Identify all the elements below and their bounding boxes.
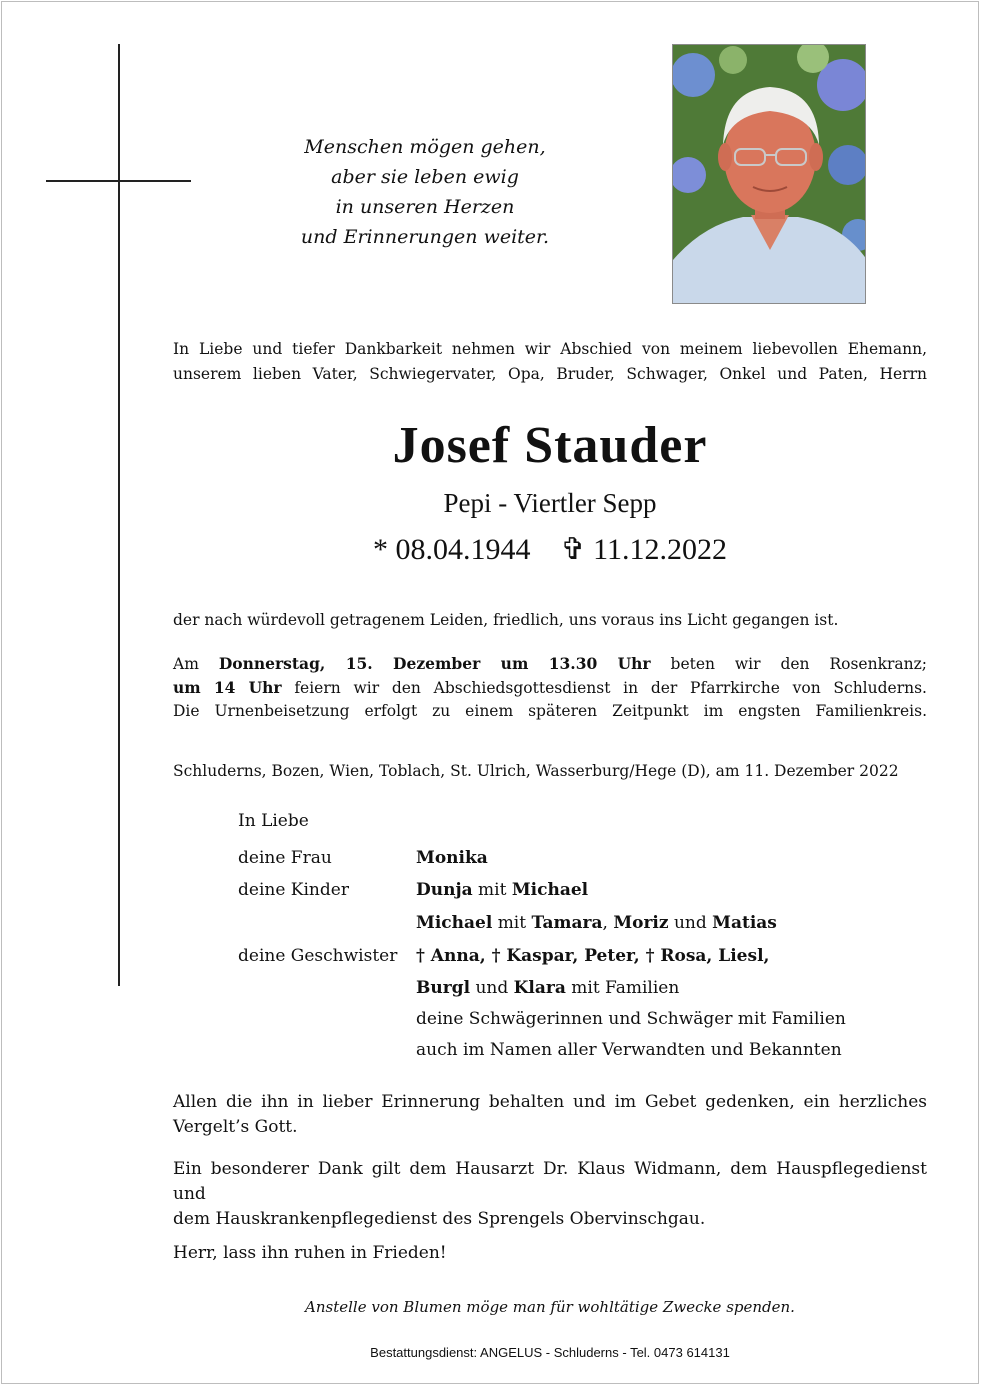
thanks-paragraph bbox=[173, 1090, 927, 1140]
intro-line: unserem lieben Vater, Schwiegervater, Opa, Bruder, Schwager, Onkel und Paten, Herrn bbox=[173, 365, 927, 383]
family-members: auch im Namen aller Verwandten und Bekannten bbox=[416, 1040, 842, 1060]
mass-time: um 14 Uhr bbox=[173, 678, 282, 697]
passage-text: der nach würdevoll getragenem Leiden, friedlich, uns voraus ins Licht gegangen ist. bbox=[173, 611, 839, 629]
memorial-quote bbox=[250, 132, 600, 252]
donation-note: Anstelle von Blumen möge man für wohltätige Zwecke spenden. bbox=[305, 1298, 795, 1316]
special-thanks-paragraph bbox=[173, 1157, 927, 1232]
family-label: deine Geschwister bbox=[238, 946, 398, 966]
quote-line: in unseren Herzen bbox=[335, 196, 515, 218]
birth-symbol: * bbox=[372, 533, 388, 566]
cross-vertical-beam bbox=[118, 44, 120, 986]
deceased-nickname: Pepi - Viertler Sepp bbox=[443, 488, 657, 518]
quote-line: und Erinnerungen weiter. bbox=[300, 226, 550, 248]
intro-line: In Liebe und tiefer Dankbarkeit nehmen wir Abschied von meinem liebevollen Ehemann, bbox=[173, 340, 927, 358]
closing-prayer: Herr, lass ihn ruhen in Frieden! bbox=[173, 1243, 447, 1263]
thanks-line: Allen die ihn in lieber Erinnerung behalten und im Gebet gedenken, ein herzliches bbox=[173, 1092, 927, 1112]
quote-line: aber sie leben ewig bbox=[331, 166, 519, 188]
quote-line: Menschen mögen gehen, bbox=[304, 136, 546, 158]
family-members: Michael mit Tamara, Moriz und Matias bbox=[416, 913, 777, 933]
service-line: Am Donnerstag, 15. Dezember um 13.30 Uhr beten wir den Rosenkranz; bbox=[173, 654, 927, 673]
family-members: Monika bbox=[416, 848, 488, 868]
thanks-line: dem Hauskrankenpflegedienst des Sprengels Obervinschgau. bbox=[173, 1209, 706, 1229]
family-members: † Anna, † Kaspar, Peter, † Rosa, Liesl, bbox=[416, 946, 770, 966]
rosary-datetime: Donnerstag, 15. Dezember um 13.30 Uhr bbox=[218, 654, 651, 673]
death-date: 11.12.2022 bbox=[593, 533, 728, 566]
service-announcement bbox=[173, 652, 927, 723]
portrait-photo bbox=[672, 44, 866, 304]
deceased-name: Josef Stauder bbox=[392, 417, 708, 474]
funeral-service-footer: Bestattungsdienst: ANGELUS - Schluderns - Tel. 0473 614131 bbox=[370, 1345, 730, 1360]
death-cross-icon: ✞ bbox=[560, 533, 586, 566]
family-label: deine Kinder bbox=[238, 880, 349, 900]
birth-date: 08.04.1944 bbox=[395, 533, 531, 566]
life-dates bbox=[173, 530, 927, 570]
thanks-line: Vergelt’s Gott. bbox=[173, 1117, 298, 1137]
place-and-date: Schluderns, Bozen, Wien, Toblach, St. Ulrich, Wasserburg/Hege (D), am 11. Dezember 2022 bbox=[173, 762, 899, 780]
family-members: deine Schwägerinnen und Schwäger mit Familien bbox=[416, 1009, 846, 1029]
family-label: deine Frau bbox=[238, 848, 332, 868]
family-greeting: In Liebe bbox=[238, 811, 309, 831]
family-members: Burgl und Klara mit Familien bbox=[416, 978, 680, 998]
cross-horizontal-beam bbox=[46, 180, 191, 182]
family-members: Dunja mit Michael bbox=[416, 880, 589, 900]
thanks-line: Ein besonderer Dank gilt dem Hausarzt Dr. Klaus Widmann, dem Hauspflegedienst und bbox=[173, 1159, 927, 1204]
intro-paragraph bbox=[173, 337, 927, 387]
service-line: um 14 Uhr feiern wir den Abschiedsgottesdienst in der Pfarrkirche von Schluderns. bbox=[173, 678, 927, 697]
service-line: Die Urnenbeisetzung erfolgt zu einem späteren Zeitpunkt im engsten Familienkreis. bbox=[173, 702, 927, 720]
